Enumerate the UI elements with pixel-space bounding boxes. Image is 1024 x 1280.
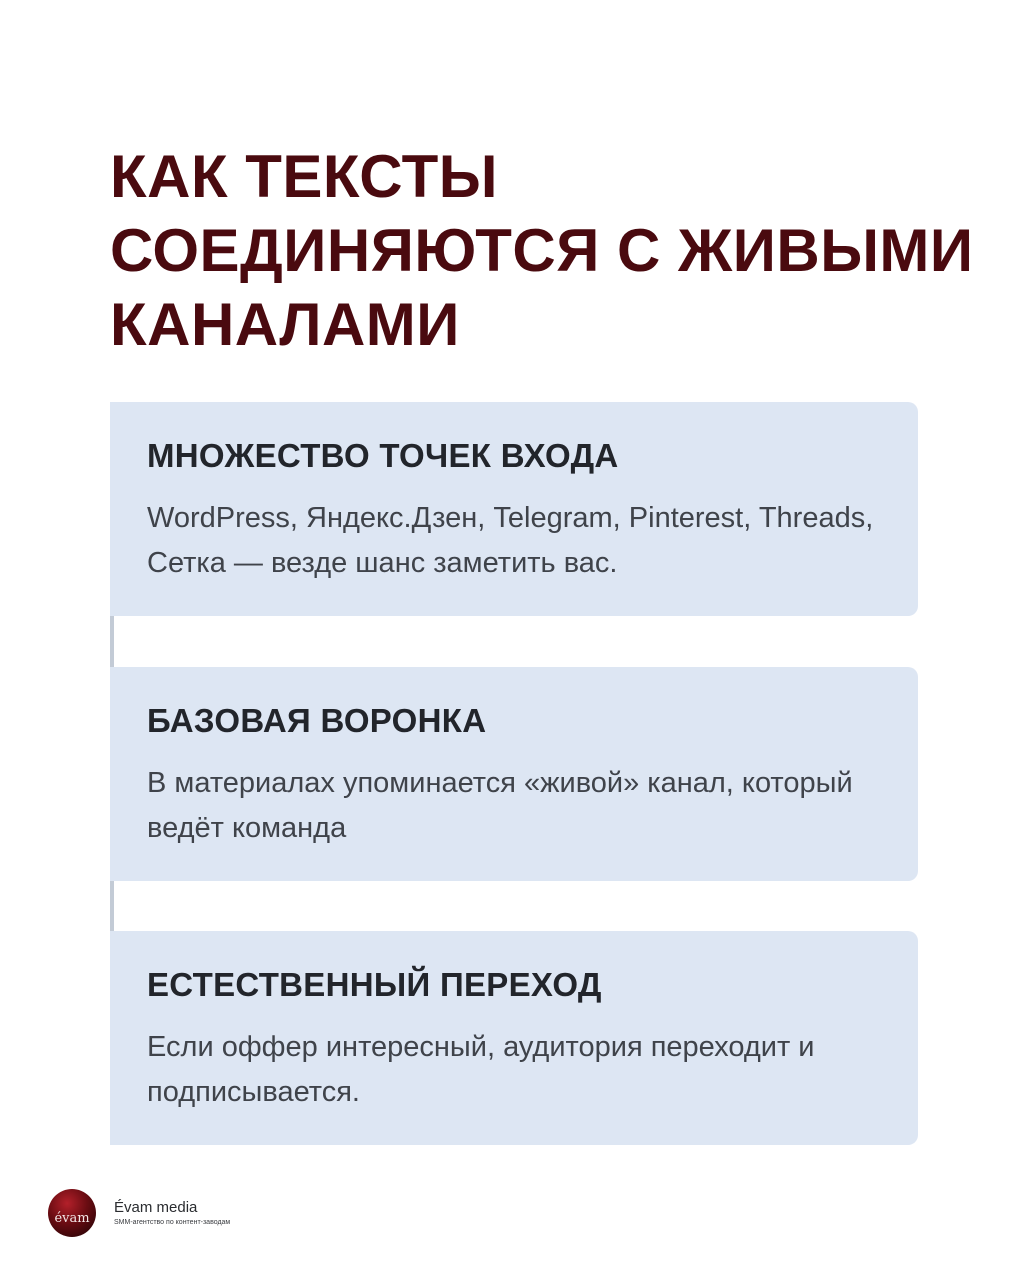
card-natural-transition [110,931,918,1145]
card-entry-points [110,402,918,616]
card-title: БАЗОВАЯ ВОРОНКА [147,702,487,739]
card-text: Если оффер интересный, аудитория переходит и подписывается. [147,1031,815,1108]
page-title-line-1: КАК ТЕКСТЫ [110,143,498,210]
card-title: МНОЖЕСТВО ТОЧЕК ВХОДА [147,437,619,474]
page-title-line-2: СОЕДИНЯЮТСЯ С ЖИВЫМИ [110,217,974,284]
page-title [110,140,974,362]
brand-name: Évam media [114,1198,198,1216]
brand-info [114,1199,230,1228]
card-title: ЕСТЕСТВЕННЫЙ ПЕРЕХОД [147,966,602,1003]
footer-brand [48,1189,230,1237]
page-title-line-3: КАНАЛАМИ [110,291,460,358]
card-text: В материалах упоминается «живой» канал, который ведёт команда [147,767,853,844]
brand-logo-text: évam [54,1210,90,1226]
card-basic-funnel [110,667,918,881]
brand-logo [48,1189,96,1237]
card-text: WordPress, Яндекс.Дзен, Telegram, Pinterest, Threads, Сетка — везде шанс заметить вас. [147,502,874,579]
brand-tagline: SMM-агентство по контент-заводам [114,1218,231,1226]
